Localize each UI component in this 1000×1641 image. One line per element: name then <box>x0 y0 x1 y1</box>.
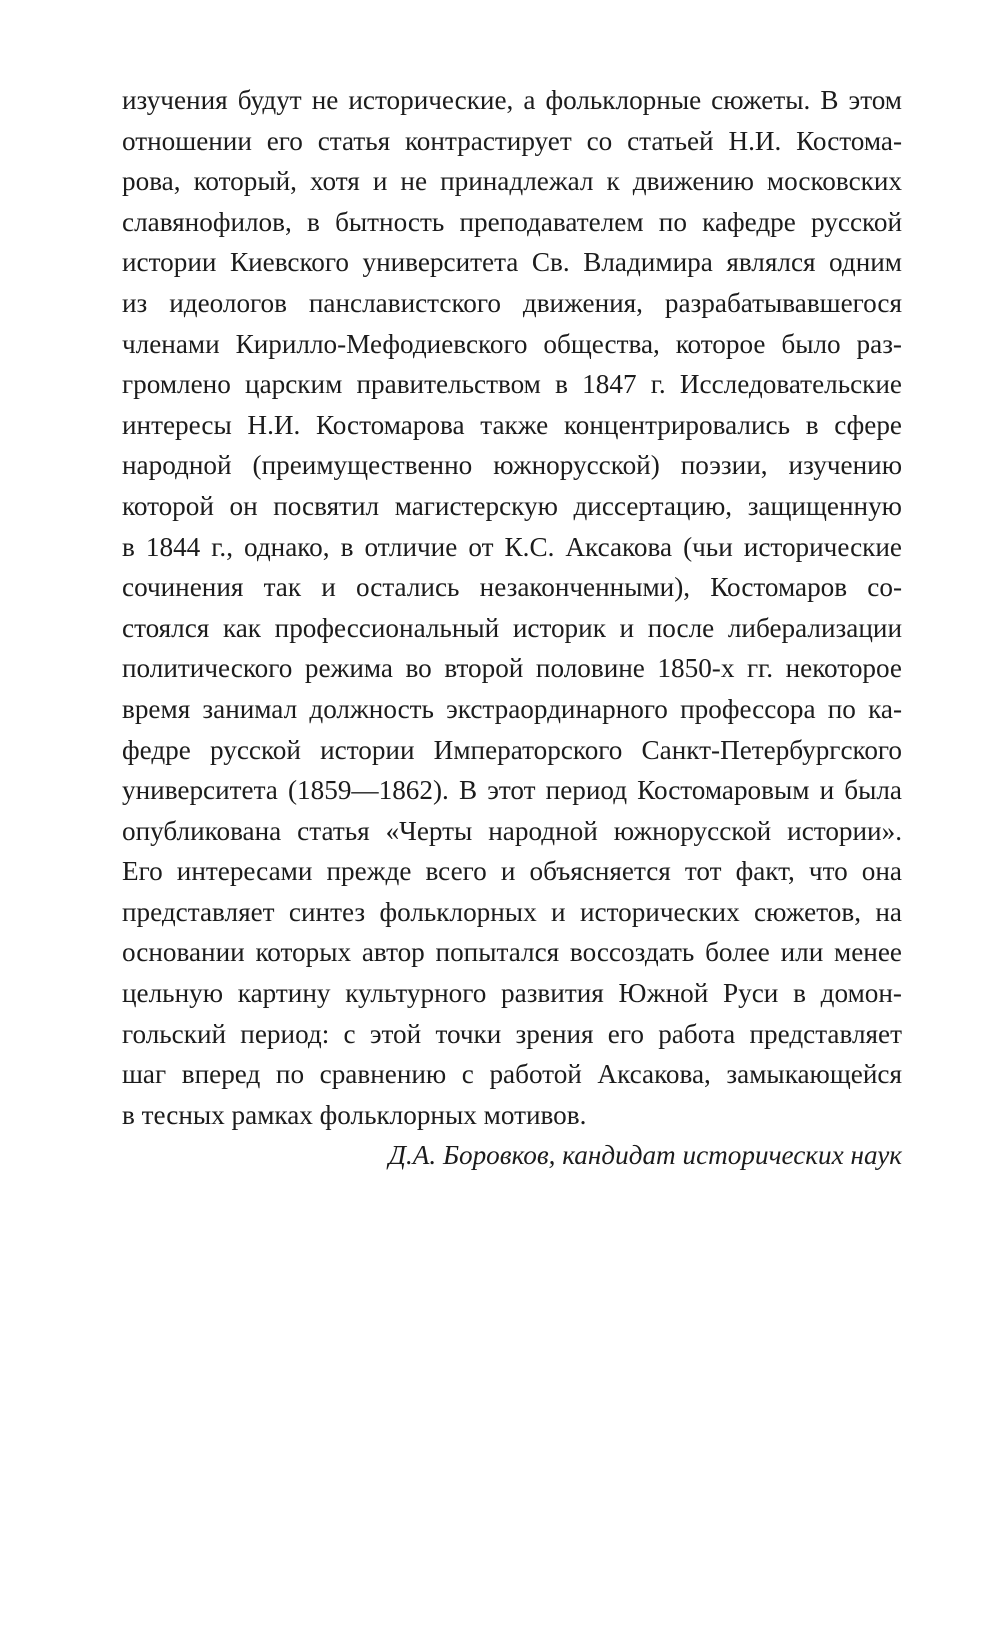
text-line: федре русской истории Императорского Санкт-Петербургского <box>122 734 902 765</box>
text-line: стоялся как профессиональный историк и после либерализации <box>122 612 902 643</box>
text-line: народной (преимущественно южнорусской) поэзии, изучению <box>122 450 902 481</box>
text-line: гольский период: с этой точки зрения его работа представляет <box>122 1018 902 1049</box>
text-line: членами Кирилло-Мефодиевского общества, которое было раз- <box>122 328 902 359</box>
text-line: громлено царским правительством в 1847 г. Исследовательские <box>122 369 902 400</box>
text-line: опубликована статья «Черты народной южнорусской истории». <box>122 815 902 846</box>
text-line: отношении его статья контрастирует со статьей Н.И. Костома- <box>122 125 902 156</box>
text-line: шаг вперед по сравнению с работой Аксакова, замыкающейся <box>122 1059 902 1090</box>
text-line: Его интересами прежде всего и объясняется тот факт, что она <box>122 856 902 887</box>
text-line-final: в тесных рамках фольклорных мотивов. <box>122 1099 587 1130</box>
text-line: время занимал должность экстраординарного профессора по ка- <box>122 693 902 724</box>
text-line: университета (1859—1862). В этот период Костомаровым и была <box>122 775 902 806</box>
text-line: цельную картину культурного развития Южной Руси в домон- <box>122 978 902 1009</box>
text-line: сочинения так и остались незаконченными), Костомаров со- <box>122 572 902 603</box>
text-line: истории Киевского университета Св. Владимира являлся одним <box>122 247 902 278</box>
author-signature: Д.А. Боровков, кандидат исторических наук <box>388 1140 902 1171</box>
text-line: славянофилов, в бытность преподавателем по кафедре русской <box>122 206 902 237</box>
text-line: представляет синтез фольклорных и исторических сюжетов, на <box>122 896 902 927</box>
text-line: в 1844 г., однако, в отличие от К.С. Аксакова (чьи исторические <box>122 531 902 562</box>
text-line: основании которых автор попытался воссоздать более или менее <box>122 937 902 968</box>
text-line: которой он посвятил магистерскую диссертацию, защищенную <box>122 490 902 521</box>
text-line: политического режима во второй половине 1850-х гг. некоторое <box>122 653 902 684</box>
text-line: изучения будут не исторические, а фольклорные сюжеты. В этом <box>122 85 902 115</box>
body-text <box>122 80 902 1176</box>
text-line: рова, который, хотя и не принадлежал к движению московских <box>122 166 902 197</box>
text-line: интересы Н.И. Костомарова также концентрировались в сфере <box>122 409 902 440</box>
text-line: из идеологов панславистского движения, разрабатывавшегося <box>122 287 902 318</box>
